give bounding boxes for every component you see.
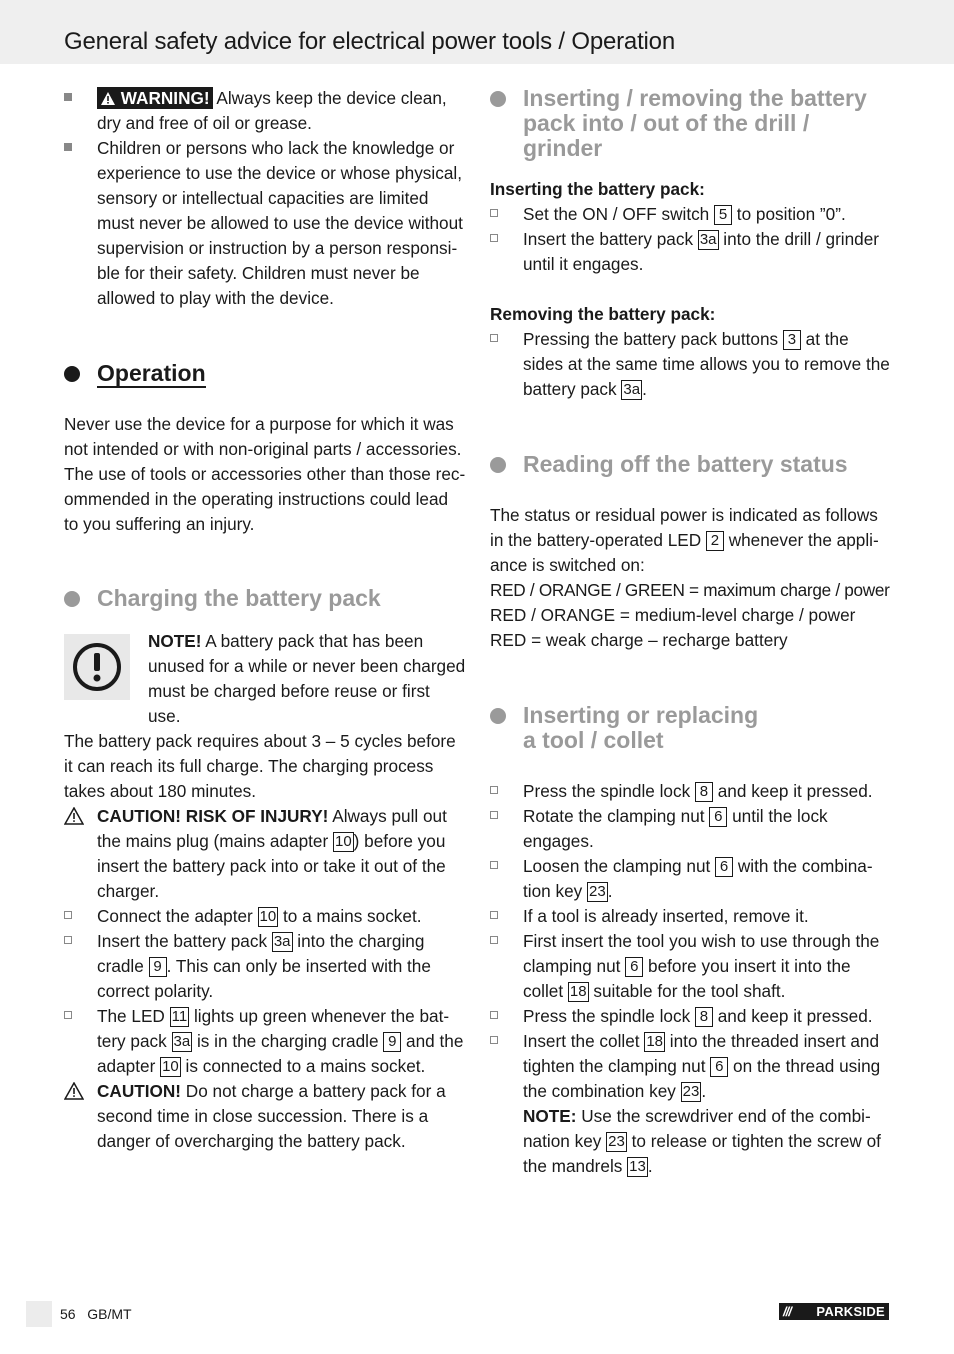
ref-number: 8 — [695, 782, 713, 802]
charging-heading: Charging the battery pack — [64, 586, 466, 611]
warning-triangle-icon — [64, 804, 80, 835]
bullet-dot-icon — [490, 708, 506, 724]
warning-label: WARNING! — [120, 88, 210, 108]
checkbox-bullet-icon — [490, 202, 506, 227]
list-item-connect: Connect the adapter 10 to a mains socket. — [64, 904, 466, 929]
list-item-warning — [64, 86, 466, 136]
ref-number: 18 — [646, 1033, 664, 1050]
note-box — [64, 629, 466, 729]
ref-number: 3a — [273, 933, 291, 950]
ref-number: 9 — [383, 1032, 401, 1052]
ref-number: 10 — [259, 908, 277, 925]
list-item-press-buttons: Pressing the battery pack buttons 3 at the sides at the same time allows you to remove the battery pack 3a . — [490, 327, 892, 402]
checkbox-bullet-icon — [64, 929, 80, 954]
status-line-weak: RED = weak charge – recharge battery — [490, 630, 788, 650]
bullet-dot-icon — [490, 457, 506, 473]
bullet-dot-icon — [64, 591, 80, 607]
ref-number: 3a — [623, 381, 641, 398]
checkbox-bullet-icon — [490, 804, 506, 829]
header-bar — [0, 0, 954, 64]
checkbox-bullet-icon — [490, 929, 506, 954]
removing-subheading: Removing the battery pack: — [490, 304, 716, 324]
list-item-set-switch: Set the ON / OFF switch 5 to position ”0”. — [490, 202, 892, 227]
ref-number: 13 — [629, 1158, 646, 1175]
checkbox-bullet-icon — [490, 227, 506, 252]
caution-label: CAUTION! — [97, 1081, 182, 1101]
footer-page-box — [26, 1301, 52, 1327]
list-item-insert-collet: Insert the collet 18 into the threaded insert and tighten the clamping nut 6 on the thread using the combination key 23 . NOTE: Use the screwdriver end of the combination key 23 to release or tighten the screw of the mandrels 13 . — [490, 1029, 892, 1179]
warning-badge — [97, 87, 213, 109]
insert-remove-heading: Inserting / removing the battery pack into / out of the drill / grinder — [490, 86, 892, 161]
footer-page-info — [60, 1306, 132, 1322]
page-number: 56 — [60, 1306, 76, 1322]
list-item-insert-tool: First insert the tool you wish to use through the clamping nut 6 before you insert it into the collet 18 suitable for the tool shaft. — [490, 929, 892, 1004]
ref-number: 6 — [710, 1057, 728, 1077]
caution-injury: CAUTION! RISK OF INJURY! Always pull out the mains plug (mains adapter 10 ) before you insert the battery pack into or take it out of the charger. — [64, 804, 466, 904]
language-code: GB/MT — [87, 1306, 132, 1322]
list-item-insert-pack: Insert the battery pack 3a into the drill / grinder until it engages. — [490, 227, 892, 277]
warning-triangle-icon — [100, 91, 116, 106]
checkbox-bullet-icon — [490, 854, 506, 879]
ref-number: 11 — [171, 1008, 188, 1025]
list-item-loosen-nut: Loosen the clamping nut 6 with the combination key 23 . — [490, 854, 892, 904]
right-column — [490, 86, 892, 1179]
checkbox-bullet-icon — [490, 904, 506, 929]
ref-number: 5 — [714, 205, 732, 225]
inserting-subheading: Inserting the battery pack: — [490, 179, 705, 199]
warning-text: Always keep the device clean, dry and free of oil or grease. — [97, 88, 447, 133]
ref-number: 10 — [334, 833, 352, 850]
bullet-square-icon — [64, 136, 80, 161]
caution-overcharge: CAUTION! Do not charge a battery pack for a second time in close succession. There is a danger of overcharging the battery pack. — [64, 1079, 466, 1154]
ref-number: 23 — [589, 883, 606, 900]
battery-status-heading: Reading off the battery status — [490, 452, 892, 477]
checkbox-bullet-icon — [490, 779, 506, 804]
ref-number: 3 — [783, 330, 801, 350]
list-item-led: The LED 11 lights up green whenever the battery pack 3a is in the charging cradle 9 and the adapter 10 is connected to a mains socket. — [64, 1004, 466, 1079]
list-item-spindle-lock-2: Press the spindle lock 8 and keep it pressed. — [490, 1004, 892, 1029]
ref-number: 6 — [715, 857, 733, 877]
list-item-insert: Insert the battery pack 3a into the charging cradle 9 . This can only be inserted with the correct polarity. — [64, 929, 466, 1004]
ref-number: 23 — [608, 1133, 625, 1150]
operation-heading: Operation — [64, 361, 466, 386]
parkside-logo — [779, 1303, 889, 1320]
list-item-children — [64, 136, 466, 311]
list-item-remove-tool: If a tool is already inserted, remove it. — [490, 904, 892, 929]
brand-name: PARKSIDE — [816, 1304, 885, 1319]
note-label: NOTE! — [148, 631, 202, 651]
status-line-max: RED / ORANGE / GREEN = maximum charge / power — [490, 580, 890, 600]
checkbox-bullet-icon — [490, 1004, 506, 1029]
ref-number: 2 — [706, 531, 724, 551]
logo-stripes: /// — [783, 1304, 791, 1319]
ref-number: 18 — [569, 983, 587, 1000]
list-item-rotate-nut: Rotate the clamping nut 6 until the lock engages. — [490, 804, 892, 854]
status-line-medium: RED / ORANGE = medium-level charge / power — [490, 605, 856, 625]
tool-heading: Inserting or replacing a tool / collet — [490, 703, 892, 753]
note-label: NOTE: — [523, 1106, 577, 1126]
ref-number: 8 — [695, 1007, 713, 1027]
cycles-text: The battery pack requires about 3 – 5 cycles before it can reach its full charge. The charging process takes about 180 minutes. — [64, 731, 456, 801]
checkbox-bullet-icon — [490, 327, 506, 352]
operation-text: Never use the device for a purpose for which it was not intended or with non-original parts / accessories. The use of tools or accessories other than those recommended in the operating instructions could lead to you suffering an injury. — [64, 414, 466, 534]
children-text: Children or persons who lack the knowledge or experience to use the device or whose physical, sensory or intellectual capacities are limited must never be allowed to use the device without supervision or instruction by a person responsible for their safety. Children must never be allowed to play with the device. — [97, 138, 463, 308]
ref-number: 3a — [173, 1033, 191, 1050]
ref-number: 10 — [162, 1058, 179, 1075]
checkbox-bullet-icon — [64, 904, 80, 929]
ref-number: 23 — [682, 1083, 700, 1100]
warning-triangle-icon — [64, 1079, 80, 1110]
checkbox-bullet-icon — [490, 1029, 506, 1054]
list-item-spindle-lock: Press the spindle lock 8 and keep it pressed. — [490, 779, 892, 804]
bullet-dot-icon — [490, 91, 506, 107]
ref-number: 3a — [699, 231, 717, 248]
caution-label: CAUTION! RISK OF INJURY! — [97, 806, 329, 826]
ref-number: 6 — [709, 807, 727, 827]
ref-number: 6 — [625, 957, 643, 977]
ref-number: 9 — [149, 957, 167, 977]
left-column — [64, 86, 466, 1154]
checkbox-bullet-icon — [64, 1004, 80, 1029]
page-title: General safety advice for electrical power tools / Operation — [64, 28, 675, 55]
note-exclamation-icon — [64, 634, 130, 700]
status-text: The status or residual power is indicated as follows in the battery-operated LED 2 whenever the appliance is switched on: — [490, 505, 879, 575]
bullet-dot-icon — [64, 366, 80, 382]
bullet-square-icon — [64, 86, 80, 111]
note-text: A battery pack that has been unused for a while or never been charged must be charged before reuse or first use. — [148, 631, 466, 726]
